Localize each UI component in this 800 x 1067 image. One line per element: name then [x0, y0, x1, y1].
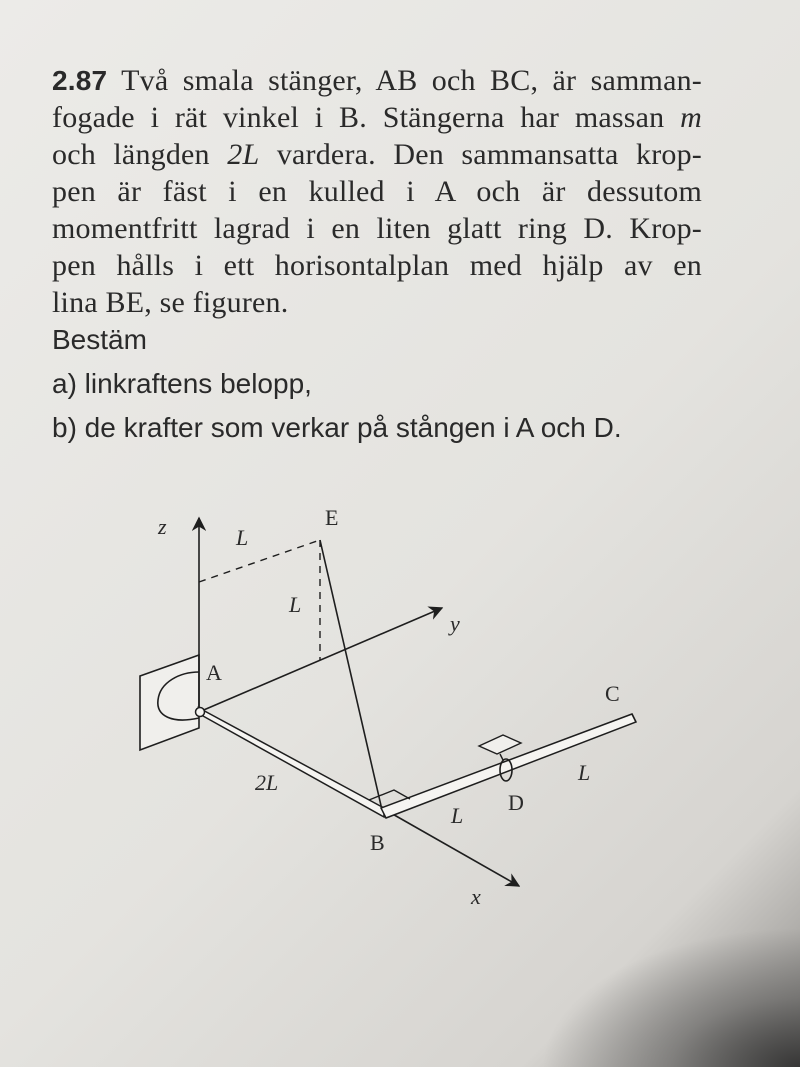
mass-symbol: m — [680, 101, 702, 134]
label-L-DC: L — [578, 760, 591, 785]
label-C: C — [605, 681, 620, 706]
problem-line-3: och längden 2L vardera. Den sammansatta krop- — [52, 138, 702, 171]
ball-joint-A — [196, 708, 205, 717]
cable-BE — [320, 540, 382, 810]
label-L-BD: L — [451, 803, 464, 828]
label-B: B — [370, 830, 385, 855]
problem-line-4: pen är fäst i en kulled i A och är dessutom — [52, 175, 702, 208]
rod-AB — [196, 708, 385, 818]
label-A: A — [206, 660, 222, 685]
problem-line-1: 2.87 Två smala stänger, AB och BC, är samman- — [52, 64, 702, 97]
label-L-vertical: L — [289, 592, 302, 617]
right-angle-marker — [369, 790, 410, 800]
label-z: z — [158, 514, 167, 539]
problem-line-6: pen hålls i ett horisontalplan med hjälp av en — [52, 249, 702, 282]
problem-number: 2.87 — [52, 65, 108, 96]
problem-line-2: fogade i rät vinkel i B. Stängerna har massan m — [52, 101, 702, 134]
label-L-top: L — [236, 525, 249, 550]
label-2L: 2L — [255, 770, 279, 795]
problem-line-5: momentfritt lagrad i en liten glatt ring D. Krop- — [52, 212, 702, 245]
question-a: a) linkraftens belopp, — [52, 368, 312, 399]
wall-mount — [140, 655, 199, 750]
label-x: x — [471, 884, 481, 909]
label-D: D — [508, 790, 524, 815]
problem-line-7: lina BE, se figuren. — [52, 286, 289, 319]
questions-intro: Bestäm — [52, 324, 147, 355]
question-b: b) de krafter som verkar på stången i A och D. — [52, 412, 622, 443]
label-E: E — [325, 505, 339, 530]
label-y: y — [450, 611, 460, 636]
dashed-line-top — [199, 540, 320, 582]
length-symbol: 2L — [227, 138, 260, 171]
